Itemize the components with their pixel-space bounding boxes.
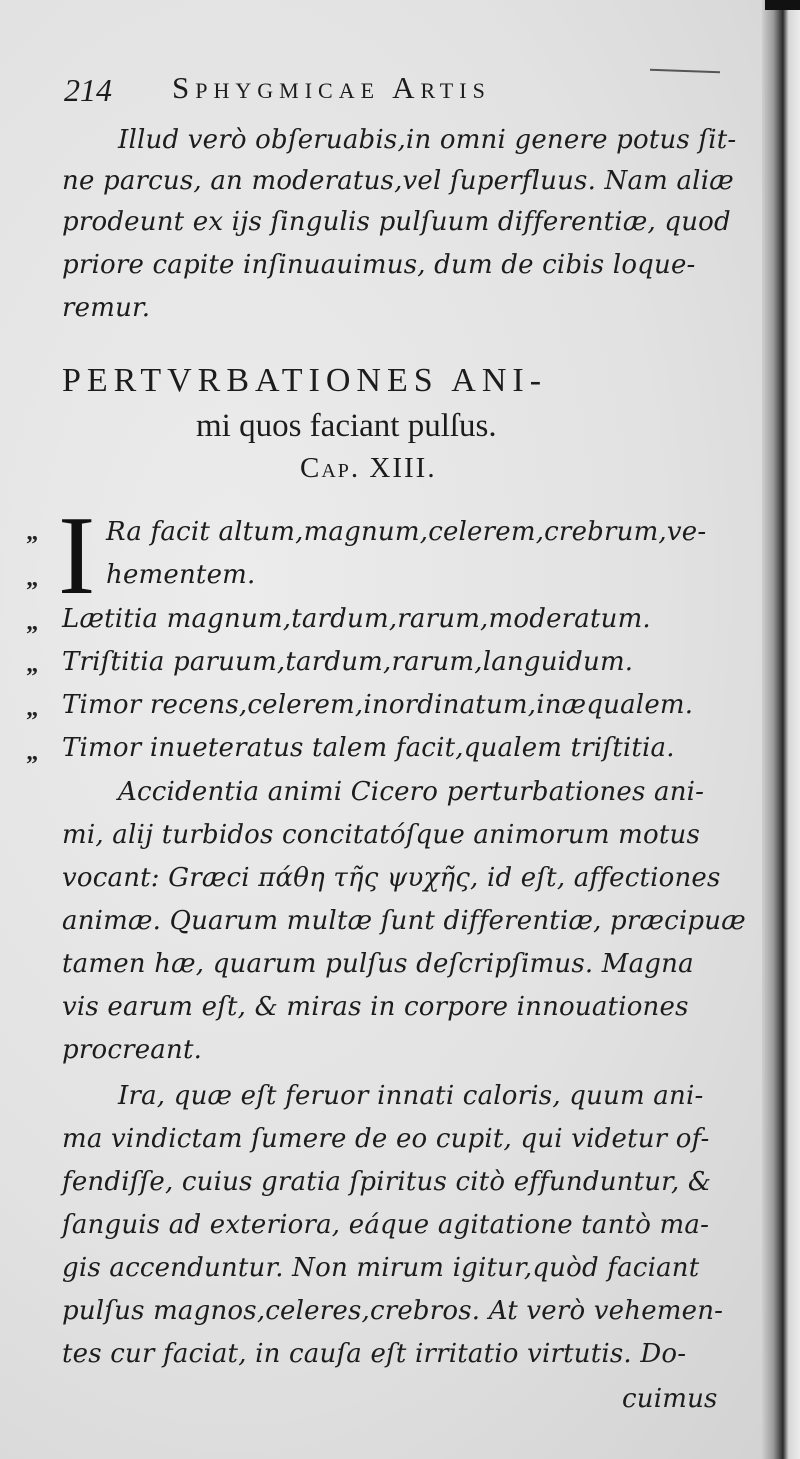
body-line: Ira, quæ eſt feruor innati caloris, quum ani- — [118, 1081, 704, 1111]
pencil-mark — [650, 69, 720, 73]
body-line: mi, alij turbidos concitatóſque animorum motus — [62, 820, 700, 850]
list-line: Ra facit altum,magnum,celerem,crebrum,ve- — [106, 517, 707, 547]
page-gutter — [762, 0, 800, 1459]
quote-marker: ” — [26, 622, 36, 648]
drop-cap: I — [58, 494, 96, 618]
intro-line: remur. — [62, 293, 151, 323]
quote-marker: ” — [26, 708, 36, 734]
list-line: Timor inueteratus talem facit,qualem triſtitia. — [62, 733, 675, 763]
body-line: vocant: Græci πάθη τῆς ψυχῆς, id eſt, affectiones — [62, 863, 721, 893]
list-line: Triſtitia paruum,tardum,rarum,languidum. — [62, 647, 634, 677]
body-line: Accidentia animi Cicero perturbationes ani- — [118, 777, 705, 807]
body-line: ma vindictam ſumere de eo cupit, qui videtur of- — [62, 1124, 710, 1154]
intro-line: ne parcus, an moderatus,vel ſuperfluus. Nam aliæ — [62, 166, 734, 196]
intro-line: Illud verò obſeruabis,in omni genere potus ſit- — [118, 125, 737, 155]
body-line: animæ. Quarum multæ ſunt differentiæ, præcipuæ — [62, 906, 746, 936]
body-line: gis accenduntur. Non mirum igitur,quòd faciant — [62, 1253, 700, 1283]
body-line: ſanguis ad exteriora, eáque agitatione tantò ma- — [62, 1210, 710, 1240]
chapter-title-line-1: PERTVRBATIONES ANI- — [62, 362, 548, 399]
body-line: vis earum eſt, & miras in corpore innouationes — [62, 992, 689, 1022]
page-number: 214 — [64, 72, 112, 108]
body-line: fendiſſe, cuius gratia ſpiritus citò effunduntur, & — [62, 1167, 712, 1197]
running-title: Sphygmicae Artis — [172, 70, 491, 105]
list-line: Timor recens,celerem,inordinatum,inæqualem. — [62, 690, 694, 720]
body-line: procreant. — [62, 1035, 203, 1065]
intro-line: priore capite inſinuauimus, dum de cibis loque- — [62, 250, 696, 280]
quote-marker: ” — [26, 578, 36, 604]
body-line: tamen hæ, quarum pulſus deſcripſimus. Magna — [62, 949, 694, 979]
catchword: cuimus — [622, 1384, 718, 1414]
list-line: hementem. — [106, 560, 256, 590]
chapter-number: Cap. XIII. — [300, 452, 437, 484]
quote-marker: ” — [26, 664, 36, 690]
quote-marker: ” — [26, 752, 36, 778]
body-line: tes cur faciat, in cauſa eſt irritatio virtutis. Do- — [62, 1339, 687, 1369]
list-line: Lætitia magnum,tardum,rarum,moderatum. — [62, 604, 651, 634]
quote-marker: ” — [26, 532, 36, 558]
intro-line: prodeunt ex ijs ſingulis pulſuum differentiæ, quod — [62, 207, 731, 237]
chapter-title-line-2: mi quos faciant pulſus. — [196, 408, 497, 444]
body-line: pulſus magnos,celeres,crebros. At verò vehemen- — [62, 1296, 724, 1326]
binding-edge — [765, 0, 800, 10]
